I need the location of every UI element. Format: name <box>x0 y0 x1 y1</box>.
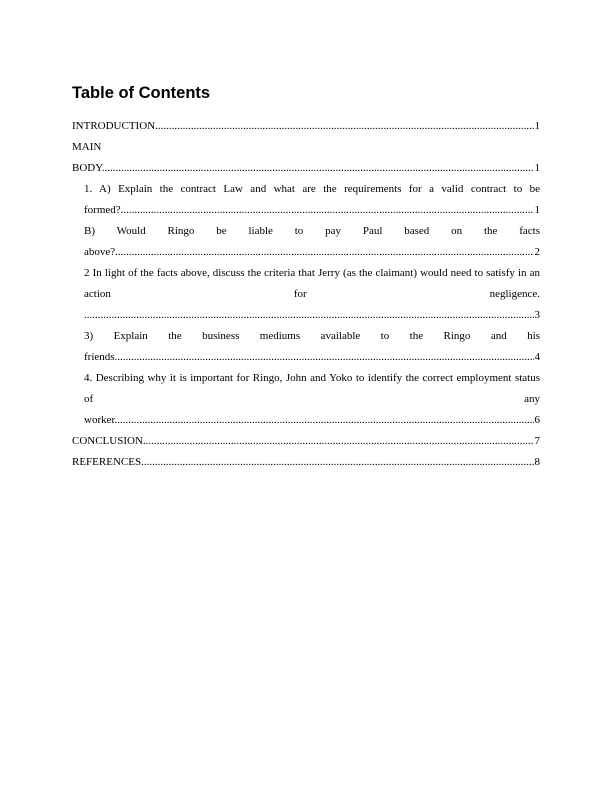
toc-page-number: 2 <box>534 242 541 263</box>
toc-page-number: 4 <box>534 347 541 368</box>
toc-page-number: 1 <box>534 200 541 221</box>
toc-entry-text: 3) Explain the business mediums available to the Ringo and his friends. ..... <box>84 330 540 363</box>
toc-entry-text: INTRODUCTION ..... <box>72 120 540 132</box>
toc-entry-conclusion[interactable] <box>72 431 540 452</box>
toc-entry-introduction[interactable] <box>72 116 540 137</box>
toc-entry-text: 4. Describing why it is important for Ringo, John and Yoko to identify the correct employment status of any worker ..... <box>84 372 540 426</box>
toc-entry-text: MAIN BODY ..... <box>72 141 540 174</box>
toc-title: Table of Contents <box>72 84 211 102</box>
toc-list <box>72 116 540 473</box>
toc-entry-negligence[interactable] <box>72 263 540 326</box>
toc-entry-text: 1. A) Explain the contract Law and what are the requirements for a valid contract to be formed? ..... <box>84 183 540 216</box>
toc-entry-contract-law[interactable] <box>72 179 540 221</box>
toc-page-number: 3 <box>534 305 541 326</box>
toc-entry-business-mediums[interactable] <box>72 326 540 368</box>
toc-entry-text: B) Would Ringo be liable to pay Paul based on the facts above? ..... <box>84 225 540 258</box>
toc-entry-text: CONCLUSION ..... <box>72 435 540 447</box>
toc-entry-main-body[interactable] <box>72 137 540 179</box>
toc-entry-text: 2 In light of the facts above, discuss the criteria that Jerry (as the claimant) would need to satisfy in an action for negligence. ..... <box>84 267 540 321</box>
toc-entry-references[interactable] <box>72 452 540 473</box>
toc-page-number: 7 <box>534 431 541 452</box>
toc-page-number: 6 <box>534 410 541 431</box>
toc-entry-employment-status[interactable] <box>72 368 540 431</box>
toc-entry-text: REFERENCES ..... <box>72 456 540 468</box>
toc-page-number: 1 <box>534 116 541 137</box>
toc-entry-ringo-liability[interactable] <box>72 221 540 263</box>
toc-page-number: 1 <box>534 158 541 179</box>
toc-page-number: 8 <box>534 452 541 473</box>
